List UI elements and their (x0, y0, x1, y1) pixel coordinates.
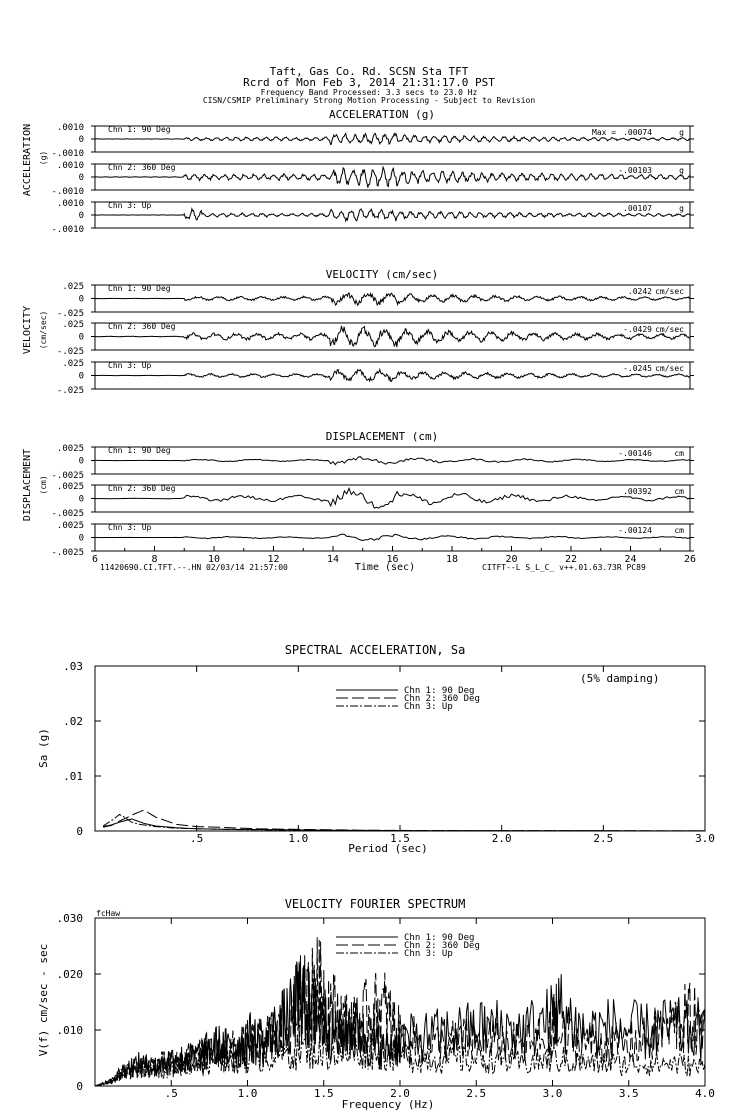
y-tick-label: .030 (56, 912, 83, 925)
spectrum-series-line (103, 810, 705, 831)
waveform-trace (95, 326, 690, 347)
record-id-footer: 11420690.CI.TFT.--.HN 02/03/14 21:57:00 (100, 563, 288, 572)
max-value: -.00146 (618, 449, 652, 458)
velocity-yunit: (cm/sec) (39, 310, 48, 350)
fourier-legend-1: Chn 1: 90 Deg (404, 933, 475, 943)
x-tick-label: 16 (386, 554, 399, 565)
y-tick-label: .0010 (56, 161, 84, 171)
fourier-title: VELOCITY FOURIER SPECTRUM (284, 897, 466, 911)
frequency-band: Frequency Band Processed: 3.3 secs to 23.0 Hz (260, 88, 478, 97)
y-tick-label: -.0010 (51, 187, 84, 197)
y-tick-label: 0 (76, 1080, 83, 1093)
x-tick-label: 24 (624, 554, 637, 565)
waveform-trace (95, 457, 690, 465)
fourier-corner-note: fcHaw (96, 909, 121, 918)
y-tick-label: .0025 (56, 521, 84, 531)
y-tick-label: .025 (62, 282, 84, 292)
channel-label: Chn 2: 360 Deg (108, 163, 176, 172)
x-tick-label: 3.5 (618, 1087, 639, 1100)
y-tick-label: .03 (63, 660, 83, 673)
y-tick-label: 0 (78, 135, 84, 145)
time-xlabel: Time (sec) (354, 562, 416, 573)
sa-legend-1: Chn 1: 90 Deg (404, 686, 475, 696)
y-tick-label: .01 (63, 770, 83, 783)
y-tick-label: 0 (78, 533, 84, 544)
record-time: Rcrd of Mon Feb 3, 2014 21:31:17.0 PST (243, 76, 495, 89)
sa-xlabel: Period (sec) (348, 842, 428, 855)
y-tick-label: .0025 (56, 482, 84, 492)
displacement-yunit: (cm) (39, 475, 48, 495)
channel-label: Chn 1: 90 Deg (108, 446, 171, 455)
processing-version-footer: CITFT--L S_L_C_ v++.01.63.73R PC89 (482, 563, 646, 572)
max-unit: cm/sec (655, 287, 684, 296)
accel-ylabel: ACCELERATION (22, 123, 33, 197)
sa-frame (95, 666, 705, 831)
y-tick-label: 0 (78, 494, 84, 505)
fourier-xlabel: Frequency (Hz) (341, 1098, 435, 1111)
y-tick-label: -.025 (56, 386, 84, 396)
max-unit: cm (674, 487, 684, 496)
y-tick-label: .020 (56, 968, 83, 981)
max-value: -.0429 (623, 325, 652, 334)
x-tick-label: 20 (505, 554, 518, 565)
displacement-title: DISPLACEMENT (cm) (325, 430, 439, 443)
x-tick-label: 2.0 (390, 1087, 410, 1100)
x-tick-label: 1.5 (390, 832, 410, 845)
channel-label: Chn 3: Up (108, 523, 152, 532)
y-tick-label: 0 (78, 294, 84, 305)
x-tick-label: 1.0 (288, 832, 309, 845)
x-tick-label: 6 (91, 554, 99, 565)
sa-legend-3: Chn 3: Up (404, 702, 453, 712)
max-value: .0242 (627, 287, 652, 296)
y-tick-label: .0010 (56, 123, 84, 133)
x-tick-label: 3.0 (542, 1087, 563, 1100)
y-tick-label: -.0025 (51, 509, 84, 519)
x-tick-label: 1.5 (313, 1087, 334, 1100)
x-tick-label: 2.5 (593, 832, 614, 845)
accel-title: ACCELERATION (g) (329, 108, 435, 121)
max-unit: cm/sec (655, 364, 684, 373)
y-tick-label: 0 (76, 825, 83, 838)
station-title: Taft, Gas Co. Rd. SCSN Sta TFT (269, 65, 469, 78)
channel-label: Chn 2: 360 Deg (108, 484, 176, 493)
x-tick-label: 10 (207, 554, 221, 565)
waveform-trace (95, 534, 690, 541)
channel-label: Chn 3: Up (108, 201, 152, 210)
accel-yunit: (g) (39, 150, 48, 166)
sa-ylabel: Sa (g) (37, 728, 50, 768)
spectrum-series-line (103, 819, 705, 831)
trace-frame (95, 164, 690, 190)
waveform-trace (95, 293, 690, 305)
waveform-trace (95, 488, 690, 508)
y-tick-label: -.0025 (51, 548, 84, 558)
waveform-trace (95, 209, 690, 221)
fourier-ylabel: V(f) cm/sec - sec (37, 943, 50, 1057)
x-tick-label: 14 (326, 554, 340, 565)
max-unit: cm (674, 526, 684, 535)
y-tick-label: -.025 (56, 347, 84, 357)
sa-legend-2: Chn 2: 360 Deg (404, 694, 480, 704)
y-tick-label: 0 (78, 173, 84, 183)
max-label: Max = (592, 128, 617, 137)
y-tick-label: .025 (62, 320, 84, 330)
y-tick-label: -.0010 (51, 225, 84, 235)
max-value: -.00103 (618, 166, 652, 175)
channel-label: Chn 2: 360 Deg (108, 322, 176, 331)
y-tick-label: 0 (78, 371, 84, 382)
displacement-ylabel: DISPLACEMENT (22, 448, 33, 522)
velocity-title: VELOCITY (cm/sec) (325, 268, 439, 281)
max-value: .00107 (623, 204, 652, 213)
x-tick-label: .5 (190, 832, 204, 845)
y-tick-label: .010 (56, 1024, 83, 1037)
max-value: .00392 (623, 487, 652, 496)
y-tick-label: -.025 (56, 309, 84, 319)
x-tick-label: 1.0 (237, 1087, 258, 1100)
sa-damping-note: (5% damping) (580, 672, 660, 685)
y-tick-label: 0 (78, 211, 84, 221)
processing-note: CISN/CSMIP Preliminary Strong Motion Processing - Subject to Revision (202, 96, 536, 105)
fourier-legend-2: Chn 2: 360 Deg (404, 941, 480, 951)
max-unit: g (679, 128, 684, 137)
velocity-ylabel: VELOCITY (22, 305, 33, 355)
y-tick-label: .025 (62, 359, 84, 369)
channel-label: Chn 1: 90 Deg (108, 125, 171, 134)
channel-label: Chn 1: 90 Deg (108, 284, 171, 293)
max-value: -.0245 (623, 364, 652, 373)
y-tick-label: 0 (78, 332, 84, 343)
x-tick-label: 2.0 (491, 832, 512, 845)
y-tick-label: .0010 (56, 199, 84, 209)
max-unit: g (679, 204, 684, 213)
y-tick-label: .0025 (56, 444, 84, 454)
x-tick-label: 12 (267, 554, 280, 565)
y-tick-label: 0 (78, 456, 84, 467)
x-tick-label: 4.0 (695, 1087, 715, 1100)
x-tick-label: .5 (164, 1087, 178, 1100)
x-tick-label: 3.0 (695, 832, 715, 845)
max-value: -.00124 (618, 526, 652, 535)
fourier-legend-3: Chn 3: Up (404, 949, 453, 959)
sa-title: SPECTRAL ACCELERATION, Sa (284, 643, 466, 657)
max-value: .00074 (623, 128, 652, 137)
y-tick-label: -.0010 (51, 149, 84, 159)
x-tick-label: 22 (564, 554, 578, 565)
trace-frame (95, 323, 690, 350)
x-tick-label: 26 (683, 554, 697, 565)
trace-frame (95, 485, 690, 512)
x-tick-label: 2.5 (466, 1087, 487, 1100)
y-tick-label: -.0025 (51, 471, 84, 481)
x-tick-label: 8 (151, 554, 158, 565)
channel-label: Chn 3: Up (108, 361, 152, 370)
waveform-trace (95, 167, 690, 187)
y-tick-label: .02 (63, 715, 83, 728)
max-unit: g (679, 166, 684, 175)
waveform-trace (95, 370, 690, 382)
max-unit: cm (674, 449, 684, 458)
max-unit: cm/sec (655, 325, 684, 334)
x-tick-label: 18 (445, 554, 459, 565)
